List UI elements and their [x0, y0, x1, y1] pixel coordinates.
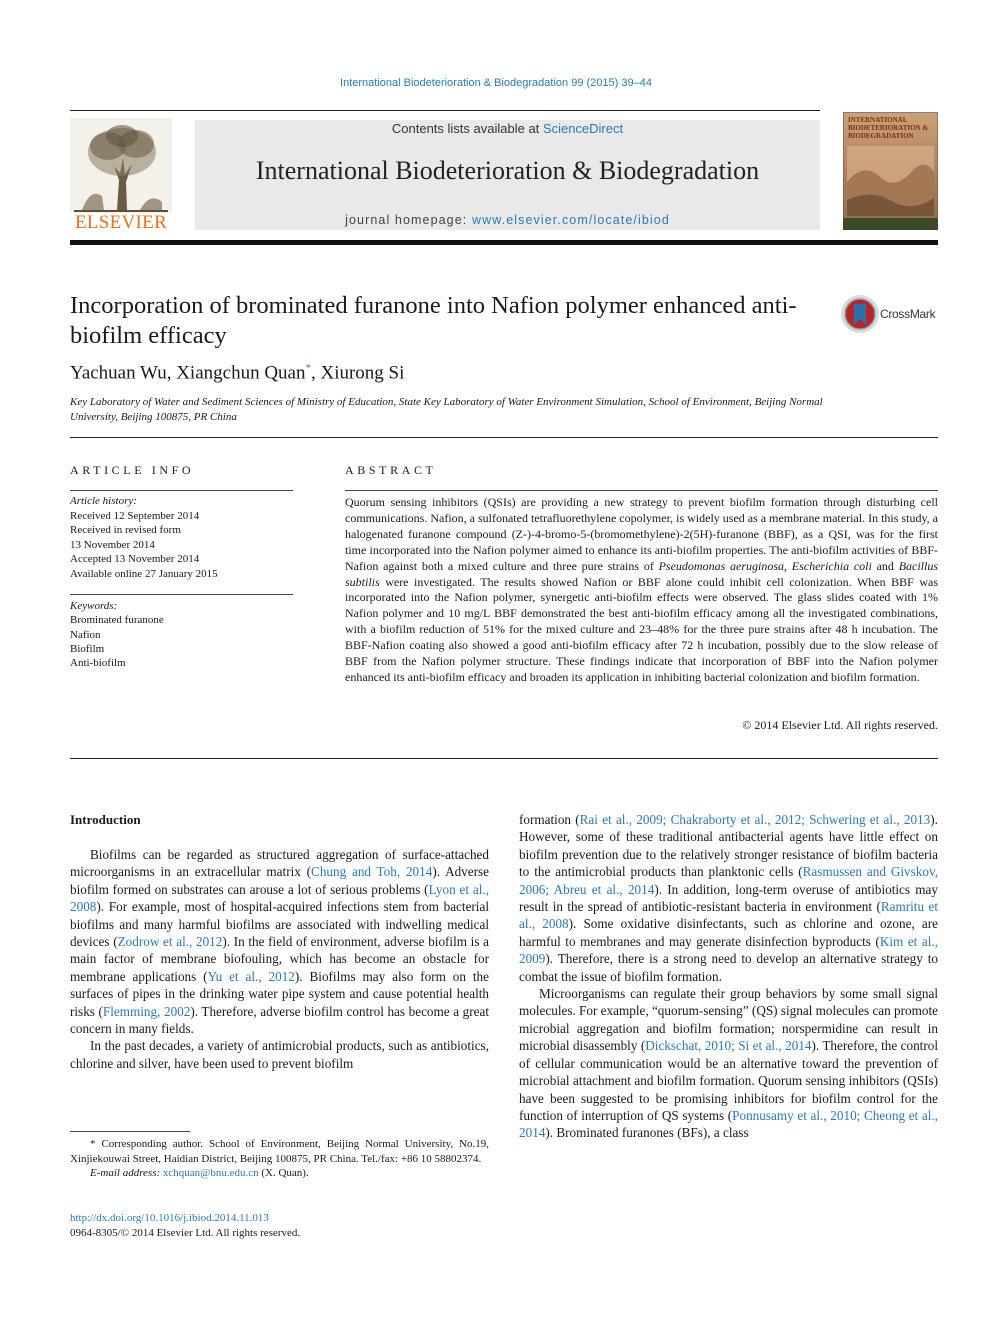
corresponding-marker[interactable]: * [305, 362, 311, 374]
author-list [70, 362, 404, 384]
citation-link[interactable]: Dickschat, 2010; Si et al., 2014 [645, 1038, 812, 1054]
journal-citation[interactable]: International Biodeterioration & Biodegradation 99 (2015) 39–44 [340, 77, 652, 89]
cover-title: INTERNATIONAL BIODETERIORATION & BIODEGRADATION [848, 116, 929, 140]
article-info-rule [70, 490, 293, 491]
footnote-rule [70, 1131, 190, 1132]
history-item: Received in revised form [70, 524, 181, 536]
citation-link[interactable]: Ponnusamy et al., 2010; Cheong et al., 2014 [519, 1107, 938, 1141]
homepage-link[interactable]: www.elsevier.com/locate/ibiod [471, 213, 670, 227]
citation-link[interactable]: Zodrow et al., 2012 [117, 934, 223, 950]
body-paragraph: Microorganisms can regulate their group behaviors by some small signal molecules. For example, “quorum-sensing” (QS) signal molecules can promote microbial aggregation and biofilm formation; norspermidine can result in microbial disassembly (Dickschat, 2010; Si et al., 2014). Therefore, the control of cellular communication would be an alternative toward the prevention of microbial attachment and biofilm formation. Quorum sensing inhibitors (QSIs) have been suggested to be promising inhibitors for biofilm control for the function of interruption of QS systems (Ponnusamy et al., 2010; Cheong et al., 2014). Brominated furanones (BFs), a class [519, 986, 938, 1141]
article-title: Incorporation of brominated furanone into Nafion polymer enhanced anti-biofilm efficacy [70, 292, 797, 349]
section-rule [70, 437, 938, 438]
article-history [70, 494, 218, 581]
crossmark-badge[interactable] [840, 294, 940, 336]
doi-link[interactable]: http://dx.doi.org/10.1016/j.ibiod.2014.11.013 [70, 1212, 269, 1224]
citation-link[interactable]: Lyon et al., 2008 [70, 881, 489, 915]
elsevier-logo[interactable] [70, 118, 172, 234]
article-info-heading: ARTICLE INFO [70, 463, 195, 477]
keyword: Anti-biofilm [70, 657, 126, 670]
crossmark-icon [840, 294, 880, 334]
affiliation: Key Laboratory of Water and Sediment Sciences of Ministry of Education, State Key Laboratory of Water Environment Simulation, School of Environment, Beijing Normal University, Beijing 100875, PR China [70, 396, 823, 423]
keyword: Nafion [70, 628, 101, 641]
author-name[interactable]: Xiangchun Quan [176, 362, 306, 384]
history-item: 13 November 2014 [70, 538, 155, 551]
citation-link[interactable]: Rai et al., 2009; Chakraborty et al., 2012; Schwering et al., 2013 [579, 812, 931, 827]
doi-block [70, 1211, 300, 1241]
citation-link[interactable]: Flemming, 2002 [102, 1003, 191, 1019]
abstract-heading: ABSTRACT [345, 463, 437, 477]
email-link[interactable]: xchquan@bnu.edu.cn [162, 1167, 259, 1179]
citation-link[interactable]: Kim et al., 2009 [519, 933, 938, 967]
header-thick-rule [70, 240, 938, 245]
citation-link[interactable]: Chung and Toh, 2014 [311, 864, 433, 880]
elsevier-wordmark: ELSEVIER [74, 212, 168, 233]
citation-link[interactable]: Yu et al., 2012 [207, 968, 295, 984]
species-name: Pseudomonas aeruginosa [658, 558, 784, 573]
keywords [70, 599, 164, 670]
journal-cover-thumbnail[interactable] [843, 112, 938, 230]
journal-homepage: journal homepage: www.elsevier.com/locate/ibiod [345, 213, 670, 227]
body-column-right [519, 811, 938, 1142]
keywords-rule [70, 594, 293, 595]
contents-line: Contents lists available at ScienceDirect [391, 121, 624, 136]
author-name[interactable]: Yachuan Wu, [70, 362, 177, 384]
issn-copyright: 0964-8305/© 2014 Elsevier Ltd. All rights reserved. [70, 1227, 301, 1239]
abstract-text: Quorum sensing inhibitors (QSIs) are providing a new strategy to prevent biofilm formation through disturbing cell communications. Nafion, a sulfonated tetrafluorethylene copolymer, is widely used as a membrane material. In this study, a halogenated furanone compound (Z-)-4-bromo-5-(bromomethylene)-2(5H)-furanone (BBF), as a QSI, was for the first time incorporated into the Nafion polymer aimed to enhance its anti-biofilm properties. The anti-biofilm activities of BBF-Nafion against both a mixed culture and three pure strains of Pseudomonas aeruginosa, Escherichia coli and Bacillus subtilis were investigated. The results showed Nafion or BBF alone could inhibit cell colonization. When BBF was incorporated into the Nafion polymer, synergetic anti-biofilm effects were observed. The glass slides coated with 1% Nafion polymer and 10 mg/L BBF demonstrated the best anti-biofilm efficacy among all the investigated combinations, with a biofilm reduction of 51% for the mixed culture and 23–48% for the three pure strains after 48 h incubation. The BBF-Nafion coating also showed a good anti-biofilm efficacy after 72 h incubation, possibly due to the slow release of BBF from the Nafion polymer structure. These findings indicate that incorporation of BBF into the Nafion polymer enhanced its anti-biofilm efficacy and broaden its application in inhibiting bacterial colonization and biofilm formation. [345, 495, 939, 684]
email-note: E-mail address: xchquan@bnu.edu.cn (X. Quan). [90, 1167, 309, 1179]
keywords-label: Keywords: [70, 600, 118, 612]
citation-link[interactable]: Rasmussen and Givskov, 2006; Abreu et al., 2014 [519, 864, 938, 897]
history-item: Accepted 13 November 2014 [70, 553, 200, 565]
sciencedirect-link[interactable]: ScienceDirect [542, 121, 624, 136]
species-name: Escherichia coli [791, 558, 872, 573]
history-item: Available online 27 January 2015 [70, 567, 218, 580]
abstract-rule [345, 490, 938, 491]
citation-link[interactable]: Ramritu et al., 2008 [519, 899, 938, 932]
section-rule [70, 758, 938, 759]
header-rule [70, 110, 820, 111]
abstract-copyright: © 2014 Elsevier Ltd. All rights reserved. [742, 718, 938, 732]
author-name[interactable]: , Xiurong Si [310, 362, 405, 384]
keyword: Brominated furanone [70, 614, 164, 627]
history-item: Received 12 September 2014 [70, 509, 200, 522]
corresponding-author-note: * Corresponding author. School of Environment, Beijing Normal University, No.19, Xinjiekouwai Street, Haidian District, Beijing 100875, PR China. Tel./fax: +86 10 58802374. [70, 1138, 489, 1165]
keyword: Biofilm [70, 642, 105, 655]
introduction-heading: Introduction [70, 812, 141, 827]
body-column-left [70, 846, 489, 1072]
journal-title: International Biodeterioration & Biodegradation [255, 156, 760, 185]
crossmark-label: CrossMark [880, 307, 936, 321]
species-name: Bacillus subtilis [345, 558, 939, 589]
history-label: Article history: [70, 495, 137, 507]
footnote [70, 1137, 489, 1181]
body-paragraph: In the past decades, a variety of antimicrobial products, such as antibiotics, chlorine and silver, have been used to prevent biofilm [70, 1038, 489, 1071]
body-paragraph: formation (Rai et al., 2009; Chakraborty et al., 2012; Schwering et al., 2013). However, some of these traditional antibacterial agents have little effect on biofilm prevention due to the relatively stronger resistance of biofilm bacteria to the antimicrobial products than planktonic cells (Rasmussen and Givskov, 2006; Abreu et al., 2014). In addition, long-term overuse of antibiotics may result in the spread of antibiotic-resistant bacteria in environment (Ramritu et al., 2008). Some oxidative disinfectants, such as chlorine and ozone, are harmful to membranes and may generate disinfection byproducts (Kim et al., 2009). Therefore, there is a strong need to develop an alternative strategy to combat the issue of biofilm formation. [519, 812, 938, 984]
body-paragraph: Biofilms can be regarded as structured aggregation of surface-attached microorganisms in an extracellular matrix (Chung and Toh, 2014). Adverse biofilm formed on substrates can arouse a lot of serious problems (Lyon et al., 2008). For example, most of hospital-acquired infections stem from bacterial biofilms and many harmful biofilms are associated with indwelling medical devices (Zodrow et al., 2012). In the field of environment, adverse biofilm is a main factor of membrane biofouling, which has become an obstacle for membrane applications (Yu et al., 2012). Biofilms may also form on the surfaces of pipes in the drinking water pipe system and cause potential health risks (Flemming, 2002). Therefore, adverse biofilm control has become a great concern in many fields. [70, 847, 490, 1037]
